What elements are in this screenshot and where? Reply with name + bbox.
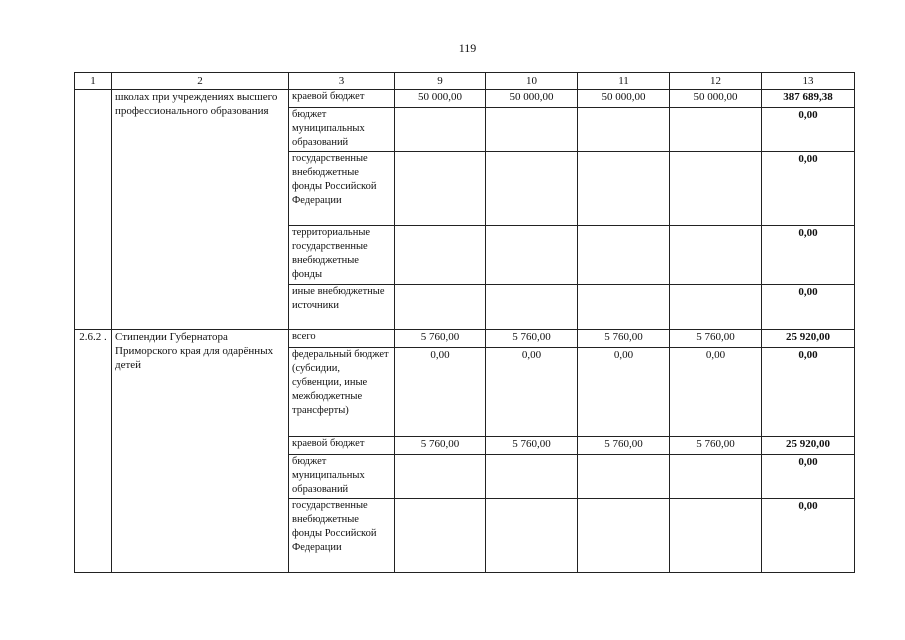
- item-name-cell: Стипендии Губернатора Приморского края для одарённых детей: [112, 330, 289, 573]
- source-cell: краевой бюджет: [289, 437, 395, 455]
- total-cell: 0,00: [762, 285, 855, 330]
- value-cell: 0,00: [578, 348, 670, 437]
- value-cell: [395, 226, 486, 285]
- value-cell: [486, 152, 578, 226]
- total-cell: 25 920,00: [762, 437, 855, 455]
- table-row: [75, 330, 855, 348]
- source-cell: краевой бюджет: [289, 90, 395, 108]
- item-name-cell: школах при учреждениях высшего профессионального образования: [112, 90, 289, 330]
- source-cell: иные внебюджетные источники: [289, 285, 395, 330]
- value-cell: [395, 285, 486, 330]
- value-cell: [486, 226, 578, 285]
- value-cell: [578, 285, 670, 330]
- value-cell: [670, 152, 762, 226]
- value-cell: [395, 499, 486, 573]
- header-row: [75, 73, 855, 90]
- header-cell: 2: [112, 73, 289, 90]
- value-cell: 5 760,00: [486, 330, 578, 348]
- budget-table: [74, 72, 855, 573]
- total-cell: 0,00: [762, 455, 855, 499]
- value-cell: [670, 226, 762, 285]
- source-cell: бюджет муниципальных образований: [289, 455, 395, 499]
- value-cell: [395, 152, 486, 226]
- value-cell: [486, 499, 578, 573]
- header-cell: 11: [578, 73, 670, 90]
- value-cell: 5 760,00: [486, 437, 578, 455]
- source-cell: территориальные государственные внебюджетные фонды: [289, 226, 395, 285]
- total-cell: 0,00: [762, 226, 855, 285]
- value-cell: [670, 499, 762, 573]
- item-code-cell: 2.6.2 .: [75, 330, 112, 573]
- value-cell: 50 000,00: [670, 90, 762, 108]
- source-cell: государственные внебюджетные фонды Российской Федерации: [289, 152, 395, 226]
- value-cell: [578, 455, 670, 499]
- value-cell: 0,00: [670, 348, 762, 437]
- item-code-cell: [75, 90, 112, 330]
- value-cell: 5 760,00: [578, 330, 670, 348]
- source-cell: бюджет муниципальных образований: [289, 108, 395, 152]
- page-number: 119: [458, 41, 477, 55]
- header-cell: 12: [670, 73, 762, 90]
- header-cell: 1: [75, 73, 112, 90]
- value-cell: 5 760,00: [670, 330, 762, 348]
- value-cell: [670, 455, 762, 499]
- value-cell: [578, 108, 670, 152]
- value-cell: [578, 226, 670, 285]
- value-cell: 0,00: [395, 348, 486, 437]
- value-cell: [486, 285, 578, 330]
- total-cell: 0,00: [762, 152, 855, 226]
- total-cell: 0,00: [762, 348, 855, 437]
- value-cell: 5 760,00: [670, 437, 762, 455]
- value-cell: [395, 108, 486, 152]
- source-cell: государственные внебюджетные фонды Российской Федерации: [289, 499, 395, 573]
- header-cell: 10: [486, 73, 578, 90]
- value-cell: 0,00: [486, 348, 578, 437]
- value-cell: 5 760,00: [395, 437, 486, 455]
- header-cell: 3: [289, 73, 395, 90]
- value-cell: [578, 499, 670, 573]
- header-cell: 13: [762, 73, 855, 90]
- value-cell: [486, 455, 578, 499]
- total-cell: 387 689,38: [762, 90, 855, 108]
- value-cell: [578, 152, 670, 226]
- value-cell: 50 000,00: [578, 90, 670, 108]
- value-cell: [670, 108, 762, 152]
- value-cell: 5 760,00: [395, 330, 486, 348]
- value-cell: [670, 285, 762, 330]
- value-cell: 5 760,00: [578, 437, 670, 455]
- header-cell: 9: [395, 73, 486, 90]
- value-cell: 50 000,00: [486, 90, 578, 108]
- table-row: [75, 90, 855, 108]
- value-cell: [486, 108, 578, 152]
- source-cell: федеральный бюджет (субсидии, субвенции, иные межбюджетные трансферты): [289, 348, 395, 437]
- total-cell: 0,00: [762, 499, 855, 573]
- total-cell: 0,00: [762, 108, 855, 152]
- value-cell: 50 000,00: [395, 90, 486, 108]
- total-cell: 25 920,00: [762, 330, 855, 348]
- value-cell: [395, 455, 486, 499]
- source-cell: всего: [289, 330, 395, 348]
